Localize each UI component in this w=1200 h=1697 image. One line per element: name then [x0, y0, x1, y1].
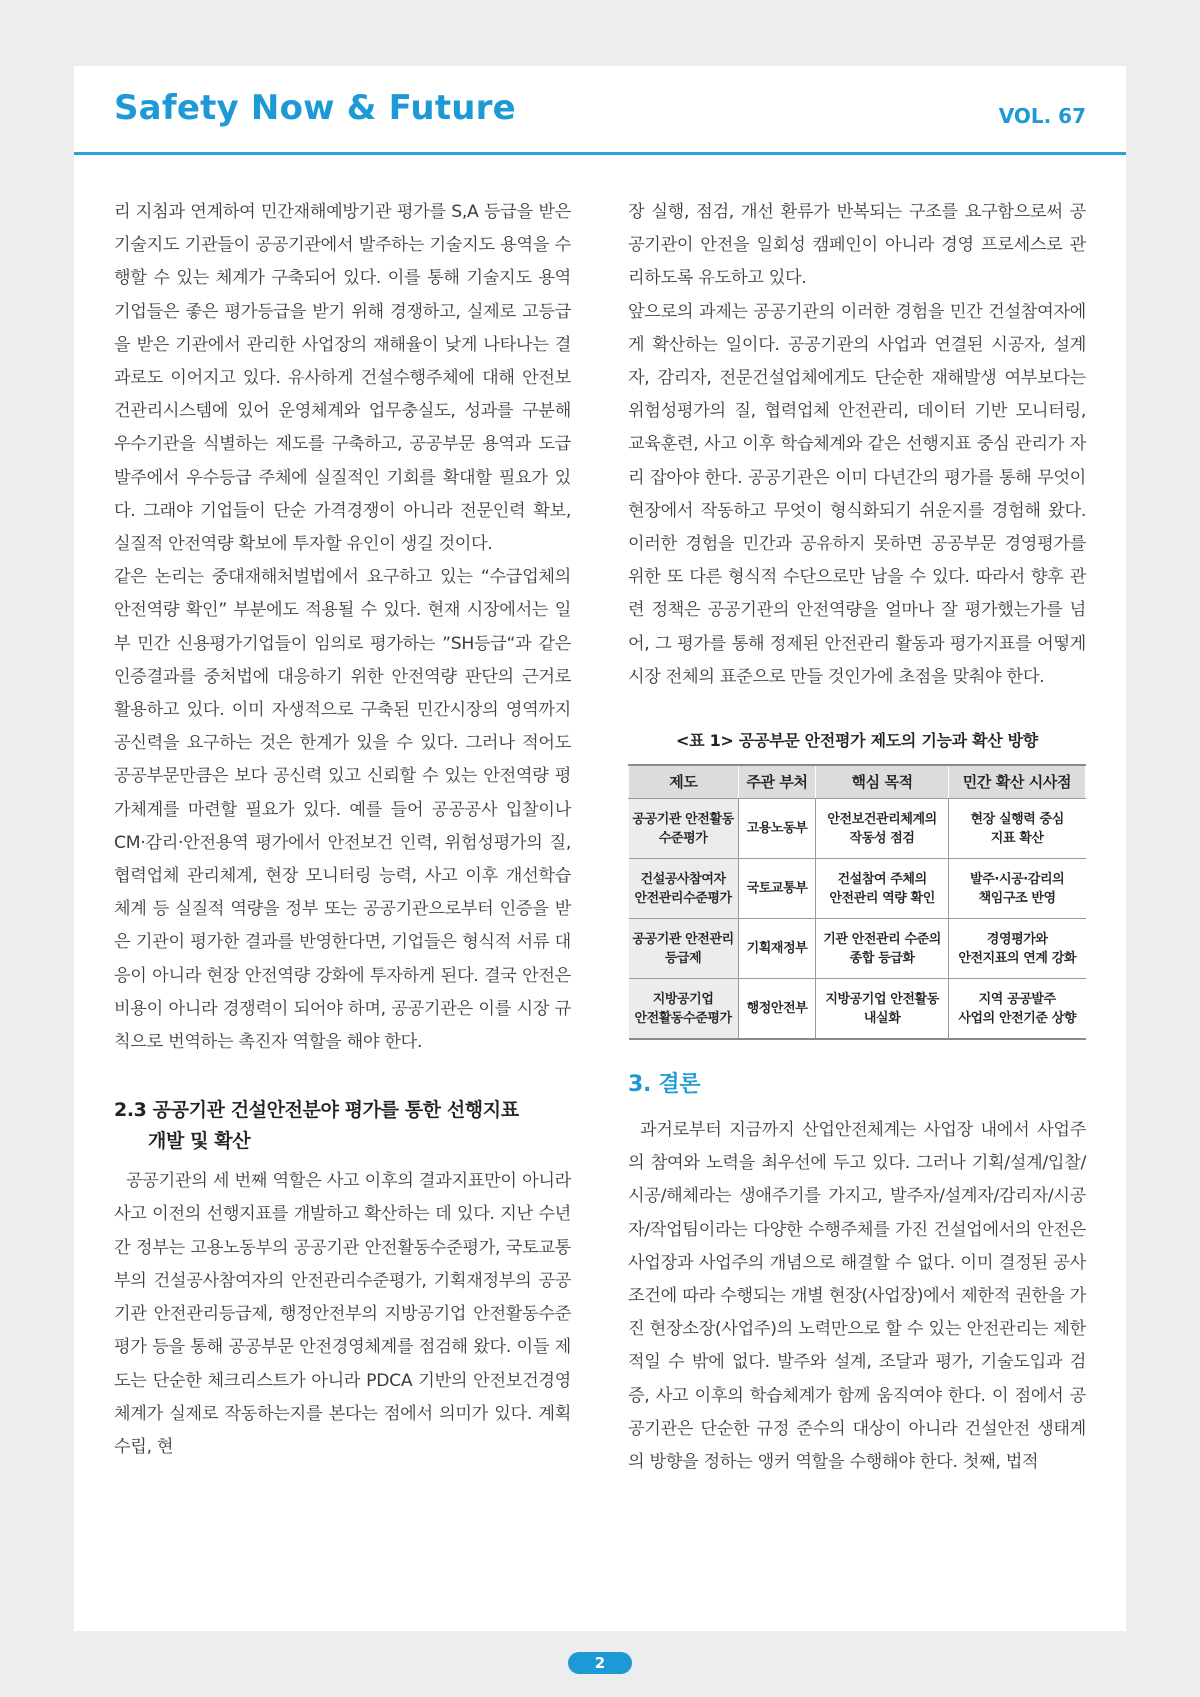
table-cell-line: 공공기관 안전관리: [632, 931, 734, 947]
table-header-cell: 주관 부처: [738, 765, 816, 799]
body-paragraph: 리 지침과 연계하여 민간재해예방기관 평가를 S,A 등급을 받은 기술지도 기관들이 공공기관에서 발주하는 기술지도 용역을 수행할 수 있는 체계가 구축되어 있다. 이를 통해 기술지도 용역기업들은 좋은 평가등급을 받기 위해 경쟁하고, 실제로 고등급을 받은 기관에서 관리한 사업장의 재해율이 낮게 나타나는 결과로도 이어지고 있다. 유사하게 건설수행주체에 대해 안전보건관리시스템에 있어 운영체계와 업무충실도, 성과를 구분해 우수기관을 식별하는 제도를 구축하고, 공공부문 용역과 도급 발주에서 우수등급 주체에 실질적인 기회를 확대할 필요가 있다. 그래야 기업들이 단순 가격경쟁이 아니라 전문인력 확보, 실질적 안전역량 확보에 투자할 유인이 생길 것이다.: [114, 202, 571, 555]
subsection-heading-line1: 2.3 공공기관 건설안전분야 평가를 통한 선행지표: [114, 1099, 519, 1122]
table-cell-line: 종합 등급화: [849, 950, 915, 966]
table-row: [629, 979, 1086, 1040]
table-cell: [629, 979, 739, 1040]
table-cell: [629, 919, 739, 979]
table-cell: [816, 799, 949, 859]
table-cell-line: 국토교통부: [746, 881, 808, 897]
table-cell-line: 안전관리수준평가: [634, 890, 732, 906]
page-header: [74, 66, 1126, 155]
table-cell-line: 기획재정부: [746, 941, 808, 957]
page: [74, 66, 1126, 1631]
table-cell-line: 수준평가: [658, 830, 708, 846]
table-row: [629, 859, 1086, 919]
table-cell: [948, 979, 1085, 1040]
table-cell: [948, 859, 1085, 919]
table-cell-line: 지방공기업: [652, 991, 714, 1007]
subsection-heading: [114, 1095, 571, 1157]
body-paragraph: 공공기관의 세 번째 역할은 사고 이후의 결과지표만이 아니라 사고 이전의 선행지표를 개발하고 확산하는 데 있다. 지난 수년간 정부는 고용노동부의 공공기관 안전활동수준평가, 국토교통부의 건설공사참여자의 안전관리수준평가, 기획재정부의 공공기관 안전관리등급제, 행정안전부의 지방공기업 안전활동수준평가 등을 통해 공공부문 안전경영체계를 점검해 왔다. 이들 제도는 단순한 체크리스트가 아니라 PDCA 기반의 안전보건경영체계가 실제로 작동하는지를 본다는 점에서 의미가 있다. 계획 수립, 현: [114, 1171, 571, 1457]
table-header-cell: 핵심 목적: [816, 765, 949, 799]
table-cell-line: 안전보건관리체계의: [827, 811, 937, 827]
table-cell-line: 발주·시공·감리의: [970, 871, 1065, 887]
table-cell-line: 작동성 점검: [849, 830, 915, 846]
table-header-cell: 제도: [629, 765, 739, 799]
table-cell-line: 지방공기업 안전활동: [825, 991, 939, 1007]
table-cell: [738, 859, 816, 919]
policy-table: [628, 764, 1086, 1040]
table-cell: [948, 919, 1085, 979]
left-column: [114, 196, 571, 1464]
table-cell-line: 고용노동부: [746, 821, 808, 837]
table-cell-line: 안전관리 역량 확인: [829, 890, 935, 906]
table-cell: [629, 859, 739, 919]
table-cell-line: 건설공사참여자: [640, 871, 726, 887]
body-paragraph: 장 실행, 점검, 개선 환류가 반복되는 구조를 요구함으로써 공공기관이 안전을 일회성 캠페인이 아니라 경영 프로세스로 관리하도록 유도하고 있다.: [628, 202, 1086, 289]
table-cell: [816, 919, 949, 979]
table-cell-line: 지역 공공발주: [978, 991, 1056, 1007]
page-number-badge: 2: [568, 1652, 632, 1674]
table-cell-line: 내실화: [863, 1010, 901, 1026]
table-cell-line: 경영평가와: [986, 931, 1048, 947]
volume-label: VOL. 67: [998, 104, 1086, 128]
subsection-heading-line2: 개발 및 확산: [148, 1130, 251, 1153]
table-cell: [738, 799, 816, 859]
magazine-title: Safety Now & Future: [114, 88, 516, 128]
table-cell-line: 기관 안전관리 수준의: [823, 931, 941, 947]
right-column: [628, 196, 1086, 1479]
section-title: 3. 결론: [628, 1072, 701, 1098]
table-cell-line: 건설참여 주체의: [837, 871, 927, 887]
table-cell-line: 현장 실행력 중심: [970, 811, 1064, 827]
table-row: [629, 919, 1086, 979]
table-caption: <표 1> 공공부문 안전평가 제도의 기능과 확산 방향: [676, 731, 1038, 751]
table-cell-line: 행정안전부: [746, 1001, 808, 1017]
table-cell-line: 사업의 안전기준 상향: [958, 1010, 1077, 1026]
table-cell: [738, 919, 816, 979]
table-cell-line: 안전활동수준평가: [634, 1010, 732, 1026]
table-cell: [738, 979, 816, 1040]
body-paragraph: 과거로부터 지금까지 산업안전체계는 사업장 내에서 사업주의 참여와 노력을 최우선에 두고 있다. 그러나 기획/설계/입찰/시공/해체라는 생애주기를 가지고, 발주자/설계자/감리자/시공자/작업팀이라는 다양한 수행주체를 가진 건설업에서의 안전은 사업장과 사업주의 개념으로 해결할 수 없다. 이미 결정된 공사조건에 따라 수행되는 개별 현장(사업장)에서 제한적 권한을 가진 현장소장(사업주)의 노력만으로 할 수 있는 안전관리는 제한적일 수 밖에 없다. 발주와 설계, 조달과 평가, 기술도입과 검증, 사고 이후의 학습체계가 함께 움직여야 한다. 이 점에서 공공기관은 단순한 규정 준수의 대상이 아니라 건설안전 생태계의 방향을 정하는 앵커 역할을 수행해야 한다. 첫째, 법적: [628, 1120, 1086, 1473]
table-cell: [948, 799, 1085, 859]
table-cell-line: 책임구조 반영: [978, 890, 1056, 906]
table-cell: [816, 979, 949, 1040]
table-cell-line: 공공기관 안전활동: [632, 811, 734, 827]
body-paragraph: 앞으로의 과제는 공공기관의 이러한 경험을 민간 건설참여자에게 확산하는 일이다. 공공기관의 사업과 연결된 시공자, 설계자, 감리자, 전문건설업체에게도 단순한 재해발생 여부보다는 위험성평가의 질, 협력업체 안전관리, 데이터 기반 모니터링, 교육훈련, 사고 이후 학습체계와 같은 선행지표 중심 관리가 자리 잡아야 한다. 공공기관은 이미 다년간의 평가를 통해 무엇이 현장에서 작동하고 무엇이 형식화되기 쉬운지를 경험해 왔다. 이러한 경험을 민간과 공유하지 못하면 공공부문 경영평가를 위한 또 다른 형식적 수단으로만 남을 수 있다. 따라서 향후 관련 정책은 공공기관의 안전역량을 얼마나 잘 평가했는가를 넘어, 그 평가를 통해 정제된 안전관리 활동과 평가지표를 어떻게 시장 전체의 표준으로 만들 것인가에 초점을 맞춰야 한다.: [628, 301, 1086, 687]
table-header-row: [629, 765, 1086, 799]
table-body: [629, 799, 1086, 1040]
table-cell: [629, 799, 739, 859]
table-cell-line: 지표 확산: [990, 830, 1044, 846]
body-paragraph: 같은 논리는 중대재해처벌법에서 요구하고 있는 “수급업체의 안전역량 확인” 부분에도 적용될 수 있다. 현재 시장에서는 일부 민간 신용평가기업들이 임의로 평가하는 ”SH등급“과 같은 인증결과를 중처법에 대응하기 위한 안전역량 판단의 근거로 활용하고 있다. 이미 자생적으로 구축된 민간시장의 영역까지 공신력을 요구하는 것은 한계가 있을 수 있다. 그러나 적어도 공공부문만큼은 보다 공신력 있고 신뢰할 수 있는 안전역량 평가체계를 마련할 필요가 있다. 예를 들어 공공공사 입찰이나 CM·감리·안전용역 평가에서 안전보건 인력, 위험성평가의 질, 협력업체 관리체계, 현장 모니터링 능력, 사고 이후 개선학습 체계 등 실질적 역량을 정부 또는 공공기관으로부터 인증을 받은 기관이 평가한 결과를 반영한다면, 기업들은 형식적 서류 대응이 아니라 현장 안전역량 강화에 투자하게 된다. 결국 안전은 비용이 아니라 경쟁력이 되어야 하며, 공공기관은 이를 시장 규칙으로 번역하는 촉진자 역할을 해야 한다.: [114, 567, 571, 1053]
table-cell: [816, 859, 949, 919]
table-cell-line: 안전지표의 연계 강화: [958, 950, 1077, 966]
table-header-cell: 민간 확산 시사점: [948, 765, 1085, 799]
table-row: [629, 799, 1086, 859]
table-cell-line: 등급제: [664, 950, 702, 966]
